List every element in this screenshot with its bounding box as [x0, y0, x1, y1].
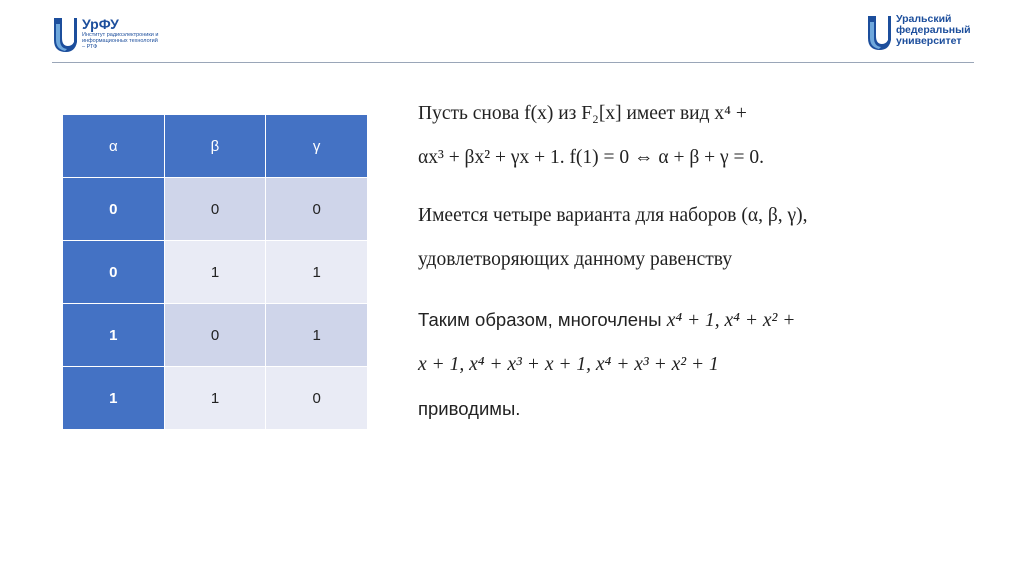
- table-row: [63, 304, 368, 367]
- urfu-logo: [866, 14, 971, 52]
- table-header-beta: β: [164, 115, 266, 178]
- alpha-beta-gamma-table: [62, 114, 368, 430]
- right-logo-line1: Уральский: [896, 13, 952, 25]
- urfu-irit-logo: [52, 16, 160, 54]
- paragraph-polynomial-form: [418, 92, 978, 180]
- p3-line1: [418, 298, 978, 343]
- p3-math1: x⁴ + 1, x⁴ + x² +: [666, 310, 796, 331]
- table-row: [63, 241, 368, 304]
- paragraph-reducible-polynomials: [418, 298, 978, 431]
- p2-line1: Имеется четыре варианта для наборов (α, β, γ),: [418, 205, 808, 226]
- table-cell: 0: [164, 178, 266, 241]
- table-cell: 1: [164, 241, 266, 304]
- table-cell: 1: [266, 241, 368, 304]
- table-header-alpha: α: [63, 115, 165, 178]
- urfu-u-logo-icon: [52, 16, 78, 54]
- table-header-row: [63, 115, 368, 178]
- table-cell: 0: [63, 241, 165, 304]
- right-logo-line2: федеральный: [896, 24, 971, 36]
- right-logo-line3: университет: [896, 35, 962, 47]
- p1-line1: Пусть снова f(x) из F₂[x] имеет вид x⁴ +: [418, 103, 747, 124]
- p2-line2: удовлетворяющих данному равенству: [418, 249, 733, 270]
- table-cell: 0: [63, 178, 165, 241]
- table-cell: 1: [63, 304, 165, 367]
- p3-lead: Таким образом, многочлены: [418, 309, 667, 330]
- table-cell: 1: [164, 367, 266, 430]
- table-cell: 0: [266, 367, 368, 430]
- table-row: [63, 367, 368, 430]
- table-cell: 1: [266, 304, 368, 367]
- left-logo-title: УрФУ: [82, 16, 119, 32]
- left-logo-subtitle: Институт радиоэлектроники и информационных технологий – РТФ: [82, 32, 159, 50]
- table-header-gamma: γ: [266, 115, 368, 178]
- table-cell: 0: [164, 304, 266, 367]
- table-cell: 0: [266, 178, 368, 241]
- p3-line2: x + 1, x⁴ + x³ + x + 1, x⁴ + x³ + x² + 1: [418, 354, 719, 375]
- urfu-u-logo-icon: [866, 14, 892, 52]
- header-divider: [52, 62, 974, 63]
- table-row: [63, 178, 368, 241]
- paragraph-four-variants: [418, 194, 978, 282]
- p3-tail: приводимы.: [418, 398, 521, 419]
- table-cell: 1: [63, 367, 165, 430]
- p1-line2: αx³ + βx² + γx + 1. f(1) = 0 ⇔ α + β + γ = 0.: [418, 147, 765, 168]
